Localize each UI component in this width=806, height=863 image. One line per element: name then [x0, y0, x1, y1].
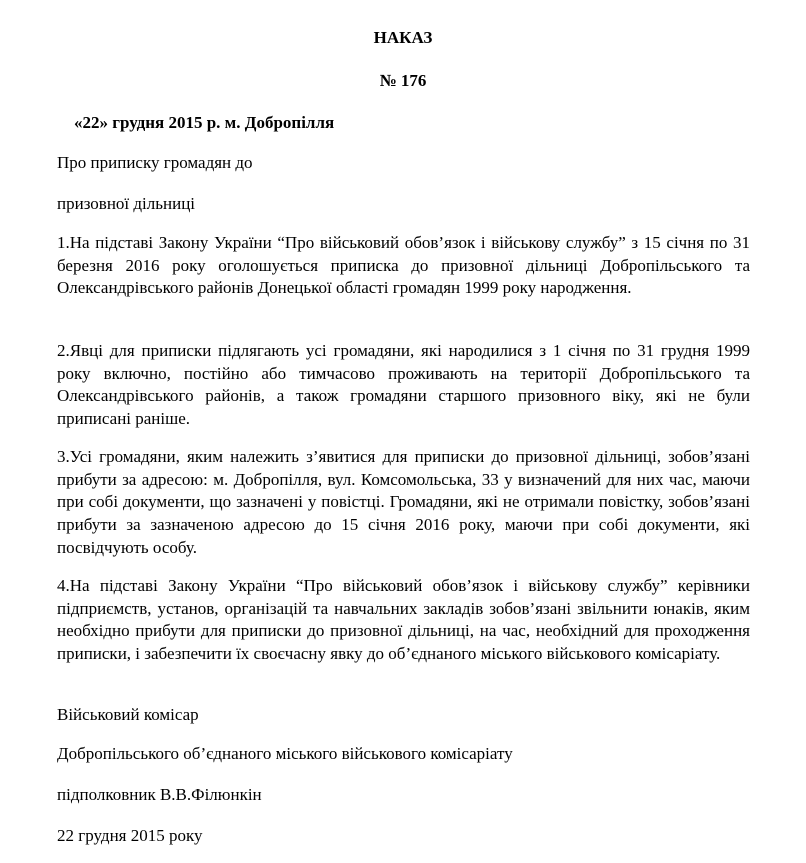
signature-rank-name: підполковник В.В.Філюнкін [57, 785, 262, 804]
subject-line-1: Про приписку громадян до [57, 153, 253, 172]
signature-organization: Добропільського об’єднаного міського військового комісаріату [57, 744, 513, 763]
paragraph-1: 1.На підставі Закону України “Про військовий обов’язок і військову службу” з 15 січня по 31 березня 2016 року оголошується приписка до призовної дільниці Добропільського та Олександрівського районів Донецької області громадян 1999 року народження. [57, 233, 750, 298]
paragraph-2: 2.Явці для приписки підлягають усі громадяни, які народилися з 1 січня по 31 грудня 1999 року включно, постійно або тимчасово проживають на території Добропільського та Олександрівського районів, а також громадяни старшого призовного віку, які не були приписані раніше. [57, 341, 750, 429]
subject-line-2: призовної дільниці [57, 194, 196, 213]
paragraph-3: 3.Усі громадяни, яким належить з’явитися для приписки до призовної дільниці, зобов’язані прибути за адресою: м. Добропілля, вул. Комсомольська, 33 у визначений для них час, маючи при собі документи, що зазначені у повістці. Громадяни, які не отримали повістку, зобов’язані прибути за зазначеною адресою до 15 січня 2016 року, маючи при собі документи, які посвідчують особу. [57, 447, 750, 557]
signature-position: Військовий комісар [57, 705, 199, 724]
document-title: НАКАЗ [373, 28, 433, 47]
paragraph-4: 4.На підставі Закону України “Про військовий обов’язок і військову службу” керівники підприємств, установ, організацій та навчальних закладів зобов’язані звільнити юнаків, яким необхідно прибути для приписки до призовної дільниці, на час, необхідний для проходження приписки, і забезпечити їх своєчасну явку до об’єднаного міського військового комісаріату. [57, 576, 750, 664]
order-number: № 176 [379, 71, 427, 90]
order-date-place: «22» грудня 2015 р. м. Добропілля [74, 113, 335, 132]
signature-date: 22 грудня 2015 року [57, 826, 203, 845]
